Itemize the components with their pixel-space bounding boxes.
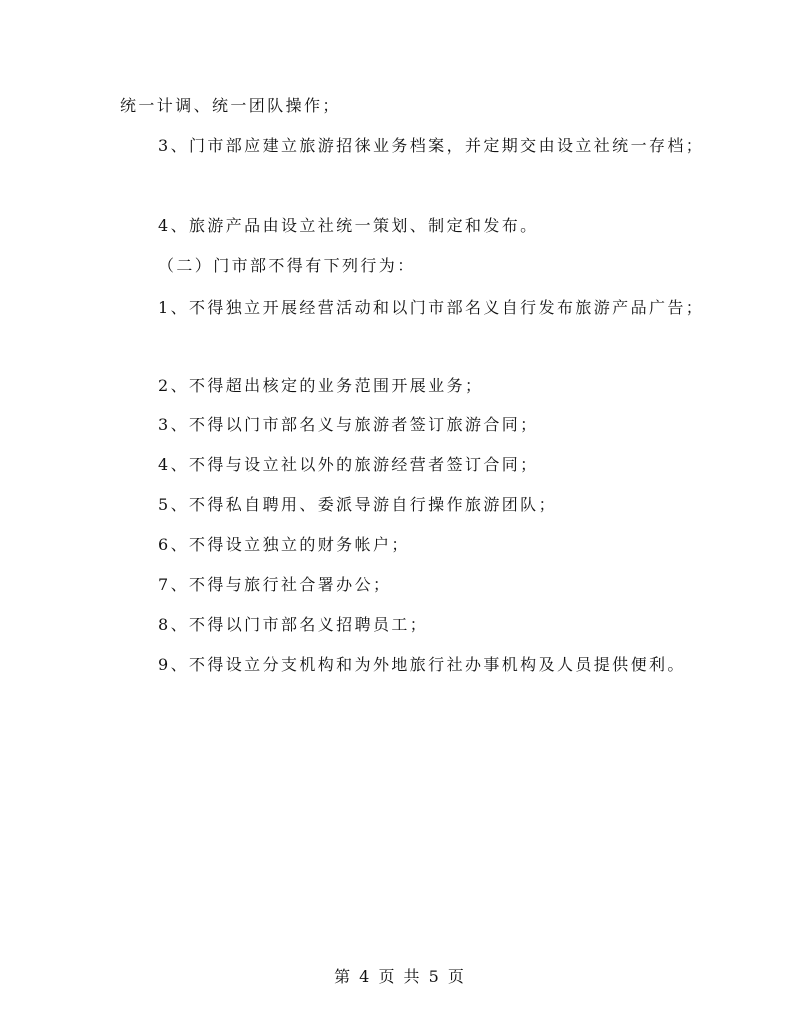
prohibition-item-7: 7、不得与旅行社合署办公； bbox=[158, 575, 392, 594]
prohibition-item-3: 3、不得以门市部名义与旅游者签订旅游合同； bbox=[158, 415, 539, 434]
prohibition-item-6: 6、不得设立独立的财务帐户； bbox=[158, 535, 410, 554]
prohibition-item-9: 9、不得设立分支机构和为外地旅行社办事机构及人员提供便利。 bbox=[158, 655, 686, 674]
prohibition-item-4: 4、不得与设立社以外的旅游经营者签订合同； bbox=[158, 455, 539, 474]
paragraph-continuation: 统一计调、统一团队操作； bbox=[120, 96, 341, 115]
prohibition-item-8: 8、不得以门市部名义招聘员工； bbox=[158, 615, 429, 634]
prohibition-item-2: 2、不得超出核定的业务范围开展业务； bbox=[158, 376, 484, 395]
paragraph-item-4: 4、旅游产品由设立社统一策划、制定和发布。 bbox=[158, 216, 539, 235]
page-footer: 第 4 页 共 5 页 bbox=[334, 967, 466, 986]
prohibition-item-1: 1、不得独立开展经营活动和以门市部名义自行发布旅游产品广告； bbox=[158, 298, 705, 317]
prohibition-item-5: 5、不得私自聘用、委派导游自行操作旅游团队； bbox=[158, 495, 557, 514]
section-heading: （二）门市部不得有下列行为： bbox=[158, 256, 416, 275]
paragraph-item-3: 3、门市部应建立旅游招徕业务档案，并定期交由设立社统一存档； bbox=[158, 136, 705, 155]
